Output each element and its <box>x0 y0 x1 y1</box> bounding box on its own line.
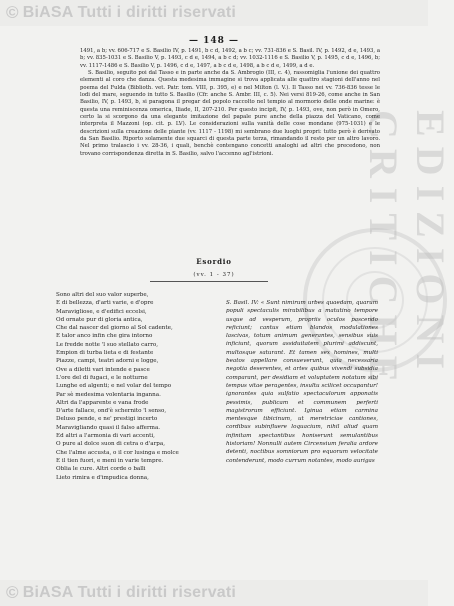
copyright-icon: © <box>6 583 19 602</box>
poem-line: Lunghe ed algenti; e nel volar del tempo <box>56 383 172 390</box>
poem-column <box>56 291 216 482</box>
poem-line: Deluso pende, e ne' prestigi incerto <box>56 416 158 423</box>
section-verses: (vv. 1 - 37) <box>193 272 235 278</box>
poem-line: O pure al dolce suon di cetra o d'arpa, <box>56 441 165 448</box>
poem-line: Lieto rimira e d'impudica donna, <box>56 474 149 481</box>
poem-line: Le fredde notte 'l suo stellato carro, <box>56 341 159 348</box>
poem-line: Che dal nascer del giorno al Sol cadente, <box>56 325 173 332</box>
copyright-text: BiASA Tutti i diritti riservati <box>22 4 237 21</box>
copyright-banner-bottom <box>0 580 428 606</box>
latin-text: « Sunt nimirum urbes quaedam, quarum populi spectaculis mirabilibus a matutino tempore usque ad vesperum, propriis oculos pascendo reficiunt; cantus etiam blandos modulationes lascivas, totum animum generantes, sensibus suis inficiunt, quorum assiduitatem plurimi addiscunt, multosque saturant. Et tamen sex homines, multi beatos appellare consueverunt, quia necessaria negotia deserentes, et artes quibus vivendi subsidia comparant, per desidiam et voluptatem notatum sibi tempus vitae peragentes, insultu scilicet occupantur! ignorantes quia sulfatio spectaculorum apponatis pessimis, publicam et communem perferti magistrorum efficiunt. Iginua etiam carmina mentesque tibicinum, ut meretriciae cantiones, cordibus subinfluere loquacium, nihil aliud quam infinitam spectantibus honiserunt semulantibus historiam! Nonnulli autem Circensium feralia ardore detenti, noctibus somniorum pro equorum velocitate contenderunt, modo currum notantes, modo aurigas <box>226 300 378 464</box>
section-title: Esordio <box>196 257 232 266</box>
watermark-text: EDIZIONI CRITICHE <box>361 110 453 393</box>
note-paragraph: 1491, a b; vv. 606-717 e S. Basilio IV, p. 1491, b c d, 1492, a b c; vv. 731-836 e S. Basil. IV, p. 1492, d e, 1493, a b; vv. 835-1031 e S. Basilio V, p. 1493, c d e, 1494, a b c d; vv. 1032-1116 e S. Basilio V, p. 1495, c d e, 1496, b; vv. 1117-1486 e S. Basilio V, p. 1496, c d e, 1497, a b c d e, 1498, a b c d e, 1499, a d e. <box>80 48 380 69</box>
poem-line: Che l'alme accusta, o il cor lusinga e molce <box>56 449 179 456</box>
poem-line: Ove a diletti vari intende e pasce <box>56 366 150 373</box>
poem-line: L'ore del di fugaci, e le notturne <box>56 374 148 381</box>
poem-line: Altri da l'apparente e vana frode <box>56 399 149 406</box>
poem-line: Oblia le cure. Altri corde o balli <box>56 466 146 473</box>
poem-line: E il tien fuori, e meni in varie tempre. <box>56 457 164 464</box>
copyright-icon: © <box>6 3 19 22</box>
poem-line: D'arte fallace, ond'è schernito 'l senso, <box>56 408 167 415</box>
copyright-text: BiASA Tutti i diritti riservati <box>22 584 237 601</box>
footnotes <box>80 48 380 158</box>
poem-line: Empion di turba lieta e di festante <box>56 350 154 357</box>
poem-line: Sono altri del suo valor superbe, <box>56 292 149 298</box>
poem-line: Piazze, campi, teatri adorni e logge, <box>56 358 159 365</box>
divider <box>150 281 268 282</box>
poem-line: E talor anco infin che gira intorno <box>56 333 153 340</box>
poem-line: Ed altri a l'armonia di vari accenti, <box>56 433 155 440</box>
latin-source: S. Basil. IV: <box>226 300 259 306</box>
poem-line: Par sè medesima volentaria inganna. <box>56 391 161 398</box>
copyright-banner-top <box>0 0 428 26</box>
poem-line: E di bellezza, d'arti varie, e d'opre <box>56 300 154 307</box>
note-paragraph: S. Basilio, seguito poi dal Tasso e in parte anche da S. Ambrogio (III, c. 4), rassomiglia l'unione dei quattro elementi al coro che danza. Questa medesima immagine si trova applicata alle quattro stagioni dell'anno nel poema del Fulda (Biblioth. vet. Patr. tom. VIII, p. 395, e) e nel Milton (l. V.). Il Tasso nei vv. 736-836 tesse le lodi del mare, seguendo in tutto S. Basilio (Cfr. anche S. Ambr. III, c. 5). Nei versi 819-26, come anche in San Basilio, IV, p. 1493, b, si paragona il pregar del popolo raccolto nel tempio al mormorio delle onde marine: è questa una reminiscenza omerica, Iliade, II, 207-210. Per questo incipit, IV, p. 1493, ove, non però in Omero, certo la si scorgono da una elegante imitazione del papale pure anche della piazza del Vaticano, come interpreta il Mazzoni (op. cit. p. LV). Le considerazioni sulla vanità delle cose mondane (975-1031) e le descrizioni sulla creazione delle piante (vv. 1117 - 1198) mi sembrano due luoghi propri: tutto però è derivato da San Basilio. Riporto solamente due squarci di questa parte terza, rimandando il resto per un altro lavoro. Nel primo tralascio i vv. 28-36, i quali, benchè contengano concetti analoghi ad altri che precedono, non trovano corrispondenza diretta in S. Basilio, salvo l'accenno agl'istrioni. <box>80 70 380 157</box>
poem-line: Maravigliose, e d'edifici eccelsi, <box>56 308 147 315</box>
latin-commentary <box>226 299 378 465</box>
poem-line: Maravigliando quasi il falso afferma. <box>56 424 161 431</box>
page-number: — 148 — <box>188 36 240 46</box>
poem-line: Od ornate pur di gloria antica, <box>56 316 143 323</box>
